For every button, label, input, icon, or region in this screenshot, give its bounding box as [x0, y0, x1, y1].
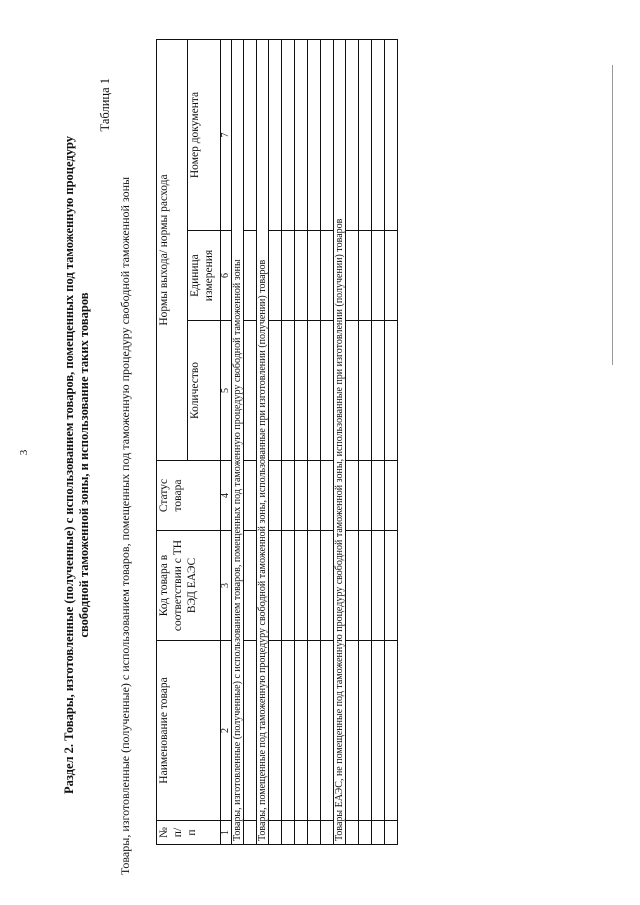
section-title: Товары ЕАЭС, не помещенные под таможенную процедуру свободной таможенной зоны, использованные при изготовлении (получении) товаров — [334, 39, 346, 844]
col-number: 2 — [221, 641, 232, 821]
col-number: 6 — [221, 231, 232, 321]
column-number-row — [221, 39, 232, 844]
table-row — [385, 39, 398, 844]
header-status: Статус товара — [157, 461, 221, 531]
table-row — [321, 39, 334, 844]
section-heading — [62, 85, 92, 845]
header-unit: Единица измерения — [188, 231, 221, 321]
heading-line-1: Раздел 2. Товары, изготовленные (полученные) с использованием товаров, помещенных под таможенную процедуру — [62, 135, 76, 795]
header-num: № п/п — [157, 821, 221, 845]
scan-edge-line — [612, 65, 613, 365]
table-row — [372, 39, 385, 844]
header-doc-number: Номер документа — [188, 39, 221, 230]
col-number: 5 — [221, 321, 232, 461]
col-number: 4 — [221, 461, 232, 531]
table-row — [282, 39, 295, 844]
section-row — [257, 39, 269, 844]
table-row — [244, 39, 257, 844]
heading-line-2: свободной таможенной зоны, и использование таких товаров — [77, 292, 91, 638]
col-number: 1 — [221, 821, 232, 845]
section-row — [232, 39, 244, 844]
page-number: 3 — [18, 449, 30, 456]
table-row — [359, 39, 372, 844]
col-number: 7 — [221, 39, 232, 230]
col-number: 3 — [221, 531, 232, 641]
goods-table — [156, 39, 398, 845]
header-row — [157, 39, 188, 844]
table-label: Таблица 1 — [98, 78, 112, 132]
table-row — [269, 39, 282, 844]
header-name: Наименование товара — [157, 641, 221, 821]
header-norms: Нормы выхода/ нормы расхода — [157, 39, 188, 460]
table-caption: Товары, изготовленные (полученные) с использованием товаров, помещенных под таможенную процедуру свободной таможенной зоны — [118, 176, 132, 875]
table-row — [295, 39, 308, 844]
section-title: Товары, изготовленные (полученные) с использованием товаров, помещенных под таможенную процедуру свободной таможенной зоны — [232, 39, 244, 844]
table-row — [308, 39, 321, 844]
section-row — [334, 39, 346, 844]
section-title: Товары, помещенные под таможенную процедуру свободной таможенной зоны, использованные при изготовлении (получении) товаров — [257, 39, 269, 844]
header-quantity: Количество — [188, 321, 221, 461]
table-row — [346, 39, 359, 844]
header-code: Код товара в соответствии с ТН ВЭД ЕАЭС — [157, 531, 221, 641]
